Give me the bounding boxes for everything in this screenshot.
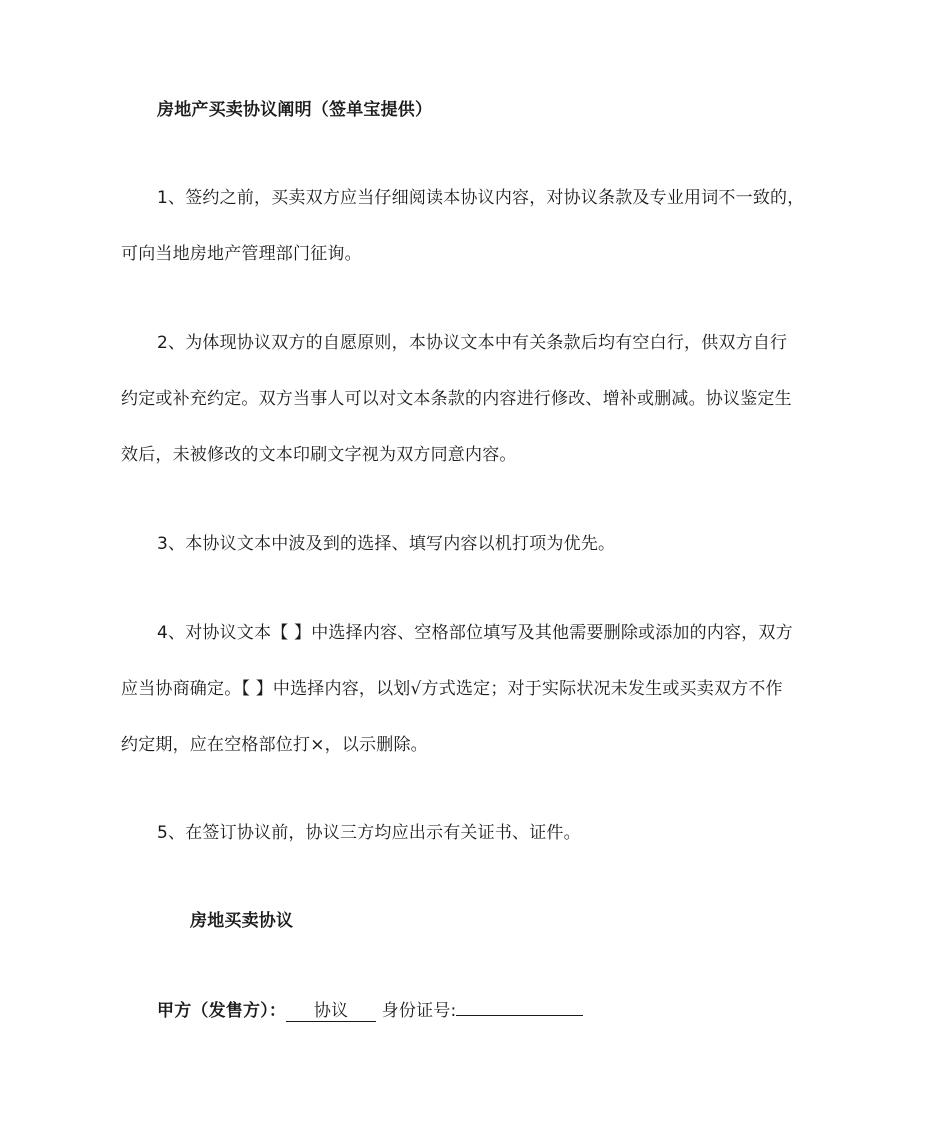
party-a-name-value: 协议 bbox=[313, 1001, 349, 1021]
clause-4-line-2: 应当协商确定。【 】中选择内容，以划√方式选定；对于实际状况未发生或买卖双方不作 bbox=[121, 679, 783, 699]
party-a-id-field[interactable] bbox=[456, 1015, 583, 1016]
party-a-name-field[interactable] bbox=[286, 1001, 376, 1022]
clause-1-line-2: 可向当地房地产管理部门征询。 bbox=[121, 244, 362, 264]
clause-2-line-2: 约定或补充约定。双方当事人可以对文本条款的内容进行修改、增补或删减。协议鉴定生 bbox=[121, 389, 792, 409]
clause-3-line-1: 3、本协议文本中波及到的选择、填写内容以机打项为优先。 bbox=[157, 534, 616, 554]
party-a-label: 甲方（发售方）： bbox=[157, 1001, 287, 1021]
clause-4-line-1: 4、对协议文本【 】中选择内容、空格部位填写及其他需要删除或添加的内容，双方 bbox=[157, 623, 793, 643]
clause-2-line-1: 2、为体现协议双方的自愿原则，本协议文本中有关条款后均有空白行，供双方自行 bbox=[157, 333, 788, 353]
clause-5-line-1: 5、在签订协议前，协议三方均应出示有关证书、证件。 bbox=[157, 823, 581, 843]
contract-title: 房地买卖协议 bbox=[190, 911, 294, 931]
clause-4-line-3: 约定期，应在空格部位打×，以示删除。 bbox=[121, 735, 428, 755]
party-a-row bbox=[157, 999, 583, 1023]
party-a-id-label: 身份证号: bbox=[381, 1001, 457, 1021]
clause-2-line-3: 效后，未被修改的文本印刷文字视为双方同意内容。 bbox=[121, 445, 517, 465]
clause-1-line-1: 1、签约之前，买卖双方应当仔细阅读本协议内容，对协议条款及专业用词不一致的， bbox=[157, 188, 805, 208]
document-heading: 房地产买卖协议阐明（签单宝提供） bbox=[157, 100, 433, 120]
